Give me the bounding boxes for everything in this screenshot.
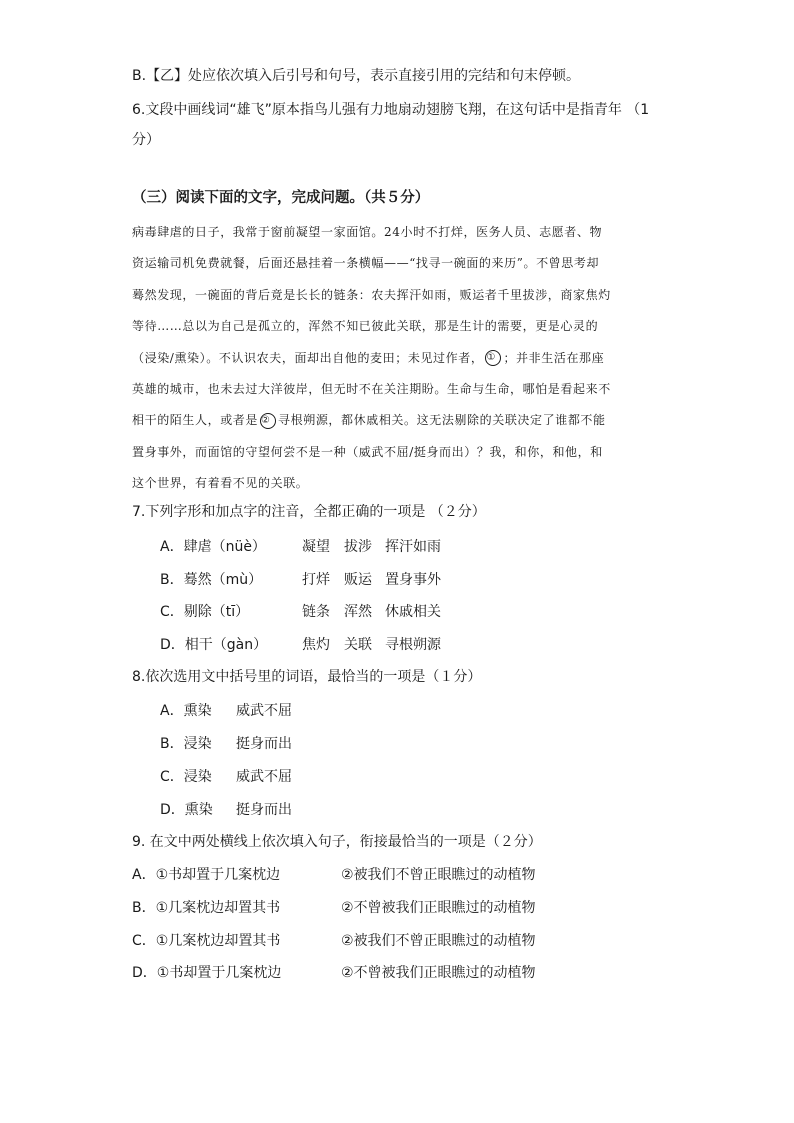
q8-option-d-word: 挺身而出 [236,802,292,818]
q7-option-a-word1: 凝望 [302,539,330,555]
passage-line: 英雄的城市，也未去过大洋彼岸，但无时不在关注期盼。生命与生命，哪怕是看起来不 [132,382,611,397]
question-6-line1: 6.文段中画线词“雄飞”原本指鸟儿强有力地扇动翅膀飞翔，在这句话中是指青年 （1 [132,102,650,118]
passage-line [132,405,660,436]
q7-option-b-word3: 置身事外 [385,572,441,588]
q7-option-b-word2: 贩运 [344,572,372,588]
question-8-stem: 8.依次选用文中括号里的词语，最恰当的一项是（１分） [132,669,482,685]
q8-option-c-word: 威武不屈 [236,769,292,785]
q9-option-d-part2: ②不曾被我们正眼瞧过的动植物 [341,965,536,981]
question-6-line2: 分） [132,132,160,148]
passage-line: 这个世界，有着看不见的关联。 [132,476,309,491]
passage-line: 置身事外，而面馆的守望何尝不是一种（威武不屈/挺身而出）？我，和你，和他，和 [132,444,603,459]
passage-text: ；并非生活在那座 [503,350,605,365]
blank-1-marker: ① [485,350,501,366]
q7-option-c-word1: 链条 [302,604,330,620]
passage-line: 病毒肆虐的日子，我常于窗前凝望一家面馆。24小时不打烊，医务人员、志愿者、物 [132,225,603,239]
q8-option-c-label: C．浸染 [160,769,212,785]
question-9-stem: 9. 在文中两处横线上依次填入句子，衔接最恰当的一项是（２分） [132,834,542,850]
passage-line: 等待……总以为自己是孤立的，浑然不知已彼此关联，那是生计的需要，更是心灵的 [132,319,599,334]
q7-option-a-label: A．肆虐（nüè） [160,539,266,555]
q9-option-a-part1: A．①书却置于几案枕边 [132,867,281,883]
passage-text: 寻根朔源，都休戚相关。这无法剔除的关联决定了谁都不能 [278,413,606,428]
passage-line [132,343,660,374]
q9-option-d-part1: D．①书却置于几案枕边 [132,965,282,981]
q8-option-a-word: 威武不屈 [236,703,292,719]
q9-option-c-part2: ②被我们不曾正眼瞧过的动植物 [341,933,536,949]
q7-option-b-word1: 打烊 [302,572,330,588]
q7-option-c-word3: 休戚相关 [385,604,441,620]
q7-option-d-word3: 寻根朔源 [385,637,441,653]
blank-2-marker: ② [260,413,276,429]
q9-option-c-part1: C．①几案枕边却置其书 [132,933,281,949]
passage-text: （浸染/熏染）。不认识农夫，面却出自他的麦田；未见过作者， [132,350,484,365]
passage-line: 资运输司机免费就餐，后面还悬挂着一条横幅——“找寻一碗面的来历”。不曾思考却 [132,256,600,271]
q7-option-d-word2: 关联 [344,637,372,653]
q7-option-a-word3: 挥汗如雨 [385,539,441,555]
q8-option-a-label: A．熏染 [160,703,212,719]
q7-option-b-label: B．蓦然（mù） [160,572,263,588]
reading-passage [132,217,660,500]
passage-text: 相干的陌生人，或者是 [132,413,259,428]
q8-option-d-label: D．熏染 [160,802,213,818]
q9-option-b-part1: B．①几案枕边却置其书 [132,900,281,916]
question-7-stem: 7.下列字形和加点字的注音，全都正确的一项是 （２分） [132,504,486,520]
option-b-explanation: B.【乙】处应依次填入后引号和句号，表示直接引用的完结和句末停顿。 [132,68,581,84]
q7-option-c-label: C．剔除（tī） [160,604,250,620]
q8-option-b-word: 挺身而出 [236,736,292,752]
passage-line: 蓦然发现，一碗面的背后竟是长长的链条：农夫挥汗如雨，贩运者千里拔涉，商家焦灼 [132,287,611,302]
q7-option-d-word1: 焦灼 [302,637,330,653]
section-3-title: （三）阅读下面的文字，完成问题。（共５分） [132,190,430,206]
q7-option-d-label: D．相干（gàn） [160,637,268,653]
q7-option-a-word2: 拔涉 [344,539,372,555]
q8-option-b-label: B．浸染 [160,736,212,752]
q9-option-b-part2: ②不曾被我们正眼瞧过的动植物 [341,900,536,916]
q7-option-c-word2: 浑然 [344,604,372,620]
q9-option-a-part2: ②被我们不曾正眼瞧过的动植物 [341,867,536,883]
